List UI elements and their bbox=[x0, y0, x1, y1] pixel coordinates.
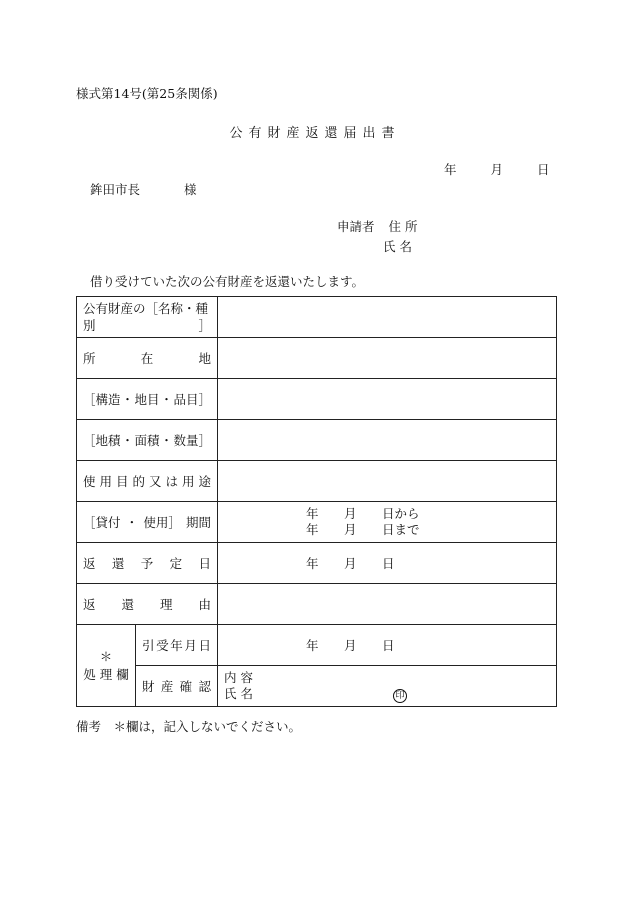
receipt-date-month: 月 bbox=[344, 638, 357, 653]
label-char: 確 bbox=[179, 679, 193, 694]
label-property-name-line2-left: 別 bbox=[83, 318, 96, 333]
receipt-date-year: 年 bbox=[306, 638, 319, 653]
period-to-day: 日まで bbox=[382, 522, 420, 537]
label-char: 認 bbox=[198, 679, 211, 694]
label-char: 理 bbox=[160, 597, 173, 612]
label-part: ・ bbox=[160, 433, 173, 448]
label-char: 産 bbox=[160, 679, 174, 694]
field-reason[interactable] bbox=[218, 584, 557, 625]
field-property-confirmation[interactable] bbox=[218, 666, 557, 707]
label-char: 目 bbox=[116, 474, 129, 489]
label-structure bbox=[77, 379, 218, 420]
label-char: 用 bbox=[99, 474, 113, 489]
label-char: 在 bbox=[140, 351, 154, 366]
row-reason bbox=[77, 584, 557, 625]
label-char: 用 bbox=[182, 474, 195, 489]
label-part: ［地積 bbox=[83, 433, 121, 448]
label-char: 予 bbox=[140, 556, 154, 571]
addressee bbox=[90, 180, 197, 198]
label-purpose bbox=[77, 461, 218, 502]
field-location[interactable] bbox=[218, 338, 557, 379]
row-location bbox=[77, 338, 557, 379]
seal-stamp: 印 bbox=[393, 689, 407, 703]
label-property-confirmation bbox=[136, 666, 218, 707]
label-part: 期間 bbox=[185, 515, 211, 530]
field-period[interactable] bbox=[218, 502, 557, 543]
period-to-year: 年 bbox=[306, 522, 319, 537]
period-from-day: 日から bbox=[382, 506, 420, 521]
label-char: は bbox=[165, 474, 179, 489]
label-char: 還 bbox=[121, 597, 135, 612]
label-part: ・ bbox=[125, 515, 139, 530]
processing-label: 処 理 欄 bbox=[83, 666, 129, 682]
label-part: 面積 bbox=[134, 433, 160, 448]
field-property-name[interactable] bbox=[218, 297, 557, 338]
label-char: 返 bbox=[83, 597, 96, 612]
label-property-name bbox=[77, 297, 218, 338]
applicant-label: 申請者 bbox=[337, 219, 375, 234]
label-char: 途 bbox=[198, 474, 212, 489]
label-area bbox=[77, 420, 218, 461]
row-return-date bbox=[77, 543, 557, 584]
label-char: 使 bbox=[83, 474, 96, 489]
date-month: 月 bbox=[490, 162, 503, 177]
row-property-name bbox=[77, 297, 557, 338]
form-number: 様式第14号(第25条関係) bbox=[76, 86, 218, 101]
label-property-name-line1: 公有財産の［名称・種 bbox=[83, 301, 209, 316]
receipt-date-day: 日 bbox=[382, 638, 395, 653]
row-purpose bbox=[77, 461, 557, 502]
label-char: 地 bbox=[198, 351, 212, 366]
label-char: 財 bbox=[142, 679, 155, 694]
label-char: 受 bbox=[156, 638, 169, 653]
label-return-date bbox=[77, 543, 218, 584]
label-char: 月 bbox=[184, 638, 197, 653]
label-reason bbox=[77, 584, 218, 625]
row-area bbox=[77, 420, 557, 461]
applicant-address-label: 住 所 bbox=[388, 219, 418, 234]
period-to-month: 月 bbox=[344, 522, 357, 537]
label-part: ［貸付 bbox=[83, 515, 121, 530]
label-char: 返 bbox=[83, 556, 96, 571]
date-year: 年 bbox=[444, 162, 457, 177]
field-purpose[interactable] bbox=[218, 461, 557, 502]
label-part: 地目 bbox=[134, 392, 160, 407]
period-from-year: 年 bbox=[306, 506, 319, 521]
footnote: 備考 ＊欄は，記入しないでください。 bbox=[76, 719, 302, 734]
return-date-year: 年 bbox=[306, 556, 319, 571]
applicant-name-label: 氏 名 bbox=[383, 239, 412, 254]
addressee-name: 鉾田市長 bbox=[90, 182, 141, 197]
label-char: 年 bbox=[170, 638, 183, 653]
label-part: 使用］ bbox=[143, 515, 181, 530]
label-part: 品目］ bbox=[173, 392, 212, 407]
confirmation-content-label: 内 容 bbox=[224, 669, 253, 685]
asterisk-mark: ＊ bbox=[99, 648, 113, 664]
row-receipt-date bbox=[77, 625, 557, 666]
label-part: ・ bbox=[160, 392, 173, 407]
row-period bbox=[77, 502, 557, 543]
label-char: 日 bbox=[198, 638, 212, 653]
processing-section-label bbox=[77, 625, 136, 707]
confirmation-name-label: 氏 名 bbox=[224, 685, 253, 701]
label-location bbox=[77, 338, 218, 379]
applicant-block bbox=[337, 217, 417, 257]
label-char: 還 bbox=[111, 556, 125, 571]
return-form-table bbox=[76, 296, 557, 707]
field-structure[interactable] bbox=[218, 379, 557, 420]
label-char: 所 bbox=[83, 351, 96, 366]
row-structure bbox=[77, 379, 557, 420]
field-area[interactable] bbox=[218, 420, 557, 461]
label-char: 定 bbox=[169, 556, 183, 571]
label-receipt-date bbox=[136, 625, 218, 666]
label-part: ［構造 bbox=[83, 392, 121, 407]
field-receipt-date[interactable] bbox=[218, 625, 557, 666]
return-date-month: 月 bbox=[344, 556, 357, 571]
addressee-suffix: 様 bbox=[183, 182, 197, 197]
label-part: ・ bbox=[121, 433, 134, 448]
return-date-day: 日 bbox=[382, 556, 395, 571]
date-day: 日 bbox=[536, 162, 550, 177]
label-part: 数量］ bbox=[173, 433, 212, 448]
row-property-confirmation bbox=[77, 666, 557, 707]
label-char: 引 bbox=[142, 638, 155, 653]
document-title: 公有財産返還届出書 bbox=[229, 126, 401, 141]
submission-date bbox=[444, 160, 549, 178]
label-property-name-line2-right: ］ bbox=[198, 318, 212, 333]
period-from-month: 月 bbox=[344, 506, 357, 521]
label-char: 由 bbox=[198, 597, 212, 612]
field-return-date[interactable] bbox=[218, 543, 557, 584]
label-part: ・ bbox=[121, 392, 134, 407]
intro-text: 借り受けていた次の公有財産を返還いたします。 bbox=[90, 274, 365, 289]
label-char: 又 bbox=[149, 474, 162, 489]
label-char: 的 bbox=[132, 474, 146, 489]
label-period bbox=[77, 502, 218, 543]
label-char: 日 bbox=[198, 556, 212, 571]
